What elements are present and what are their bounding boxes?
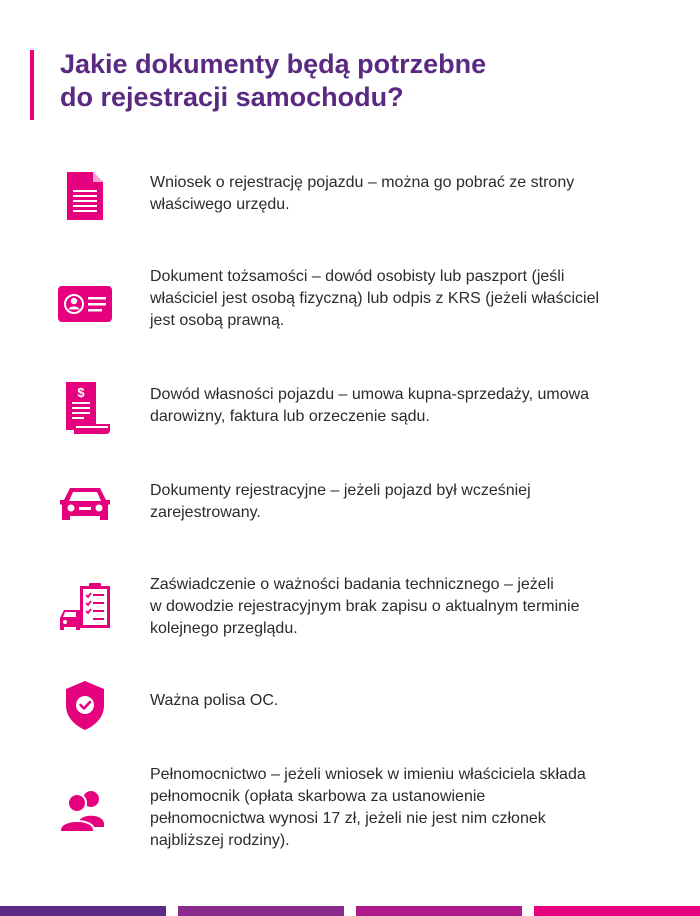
item-text: Dokument tożsamości – dowód osobisty lub paszport (jeśli właściciel jest osobą fizyczną) lub odpis z KRS (jeżeli właściciel jest osobą prawną. <box>150 268 600 329</box>
svg-text:$: $ <box>77 385 85 400</box>
bottom-bar-4 <box>534 906 700 916</box>
page-title <box>60 48 660 114</box>
id-card-icon <box>56 274 114 332</box>
bottom-bar-3 <box>356 906 522 916</box>
item-text: Zaświadczenie o ważności badania technicznego – jeżeli w dowodzie rejestracyjnym brak zapisu o aktualnym terminie kolejnego przeglądu. <box>150 576 580 637</box>
page-title-line-1: Jakie dokumenty będą potrzebne <box>60 49 487 79</box>
bottom-bar-2 <box>178 906 344 916</box>
people-icon <box>56 780 114 838</box>
title-accent-bar <box>30 50 34 120</box>
bottom-bar-1 <box>0 906 166 916</box>
document-icon <box>56 170 114 228</box>
item-text: Pełnomocnictwo – jeżeli wniosek w imieniu właściciela składa pełnomocnik (opłata skarbowa za ustanowienie pełnomocnictwa wynosi 17 zł, jeżeli nie jest nim członek najbliższej rodziny). <box>150 766 586 849</box>
invoice-icon <box>56 380 114 438</box>
item-text: Dowód własności pojazdu – umowa kupna-sprzedaży, umowa darowizny, faktura lub orzeczenie sądu. <box>150 386 590 425</box>
shield-check-icon <box>56 677 114 735</box>
page-title-line-2: do rejestracji samochodu? <box>60 82 404 112</box>
car-icon <box>56 474 114 532</box>
item-text: Wniosek o rejestrację pojazdu – można go pobrać ze strony właściwego urzędu. <box>150 174 575 213</box>
item-text: Dokumenty rejestracyjne – jeżeli pojazd był wcześniej zarejestrowany. <box>150 482 531 521</box>
item-text: Ważna polisa OC. <box>150 692 279 709</box>
bottom-decor-bars <box>0 906 700 916</box>
car-checklist-icon <box>56 580 114 638</box>
